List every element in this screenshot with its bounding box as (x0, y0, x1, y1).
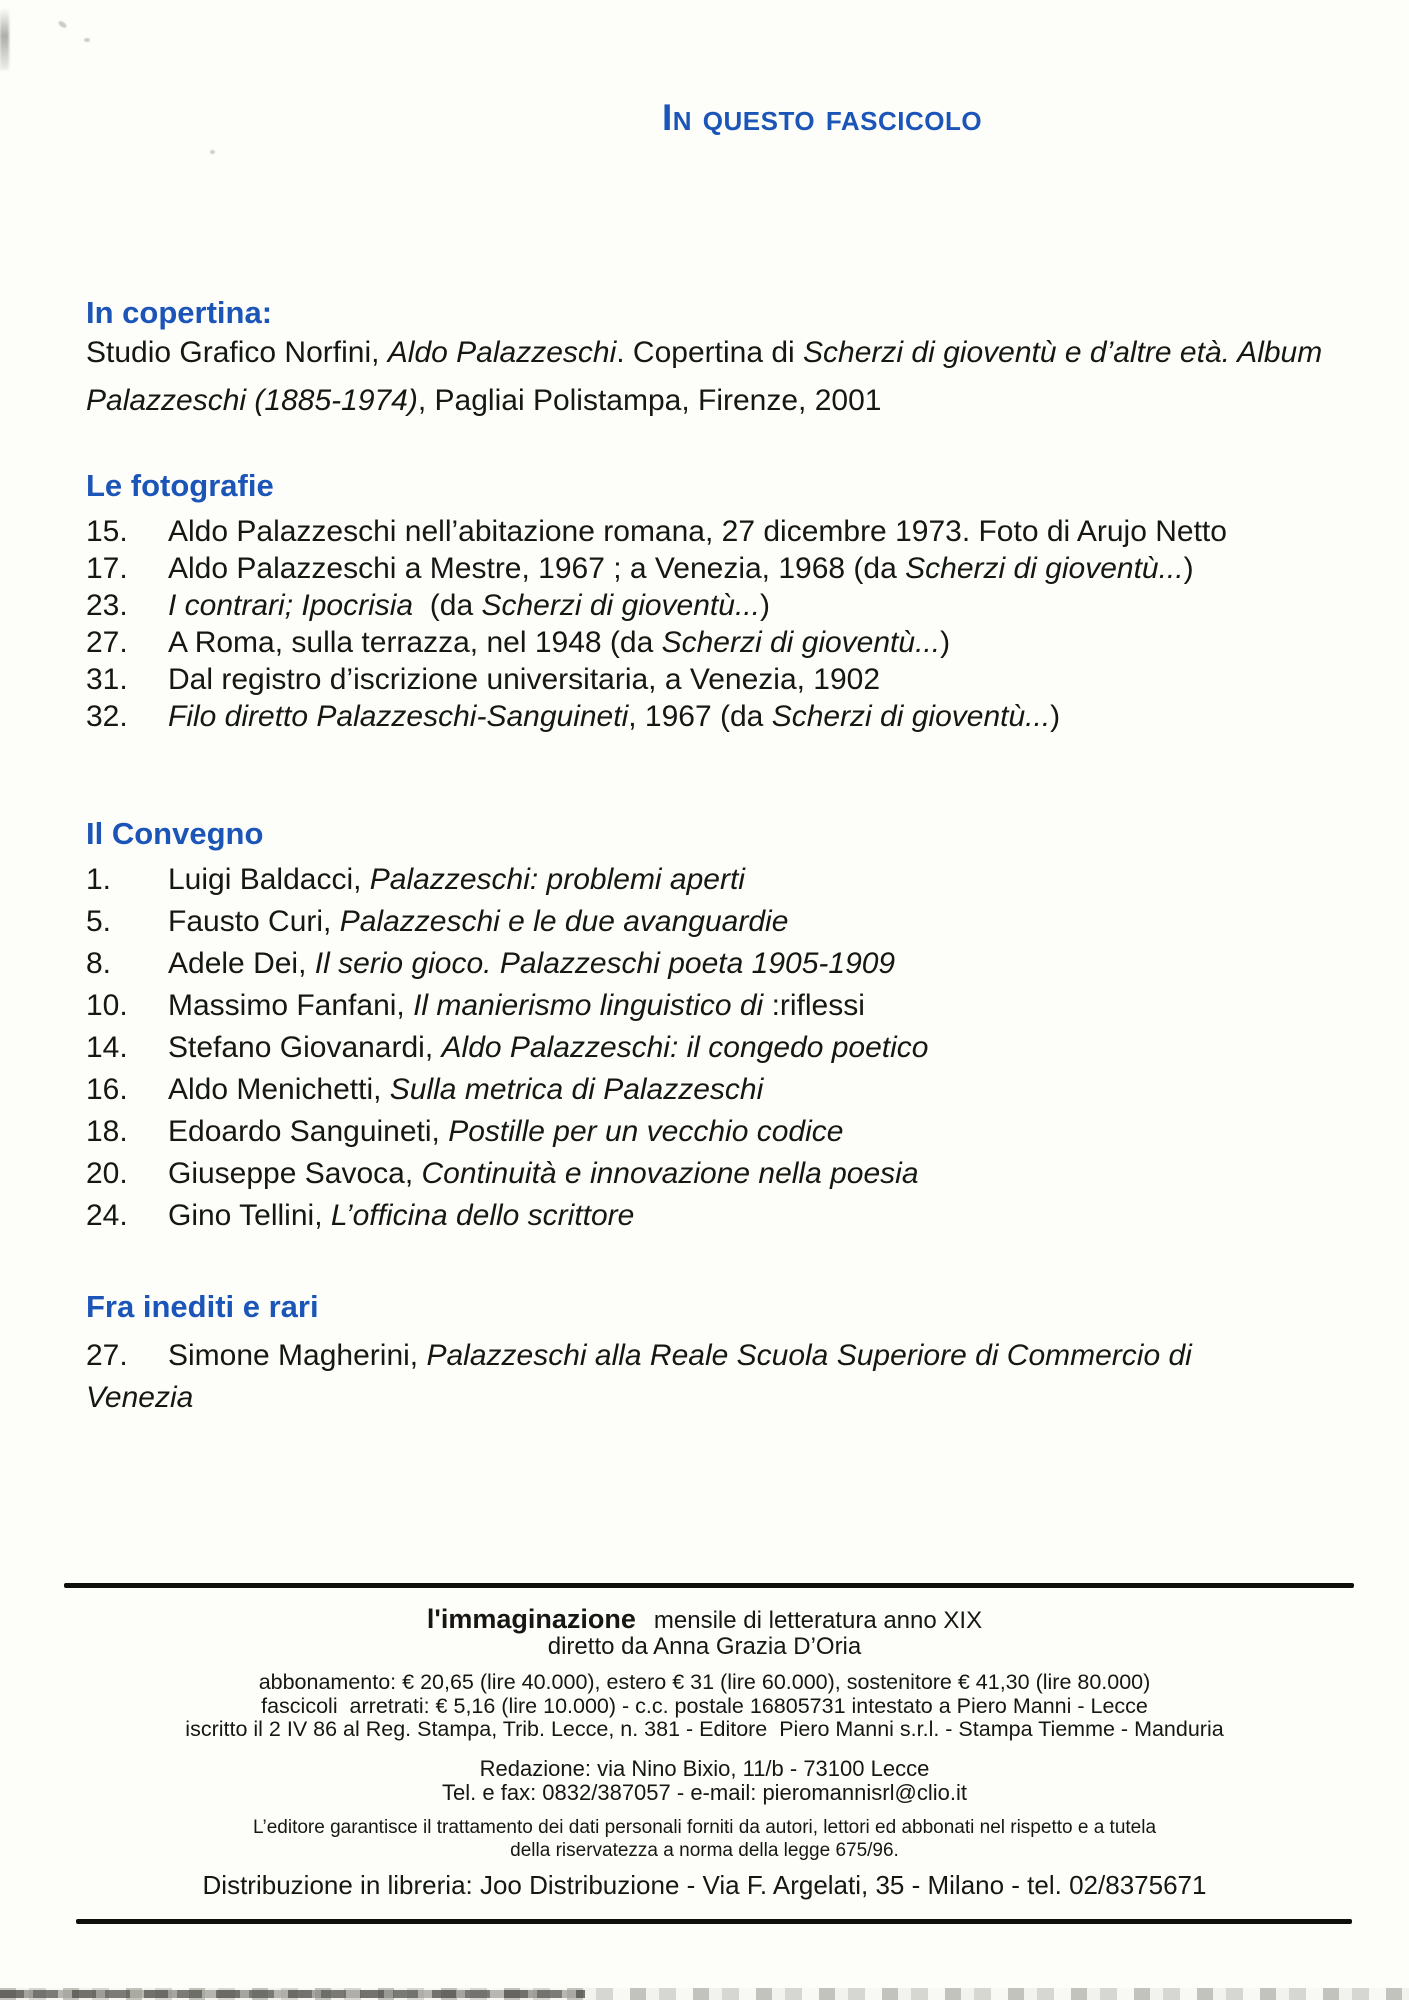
toc-row-number: 18. (86, 1115, 128, 1148)
toc-row-number: 24. (86, 1199, 128, 1232)
conference-list (86, 859, 1386, 1237)
toc-row-text: A Roma, sulla terrazza, nel 1948 (da Scherzi di gioventù...) (168, 626, 951, 659)
subscription-line: fascicoli arretrati: € 5,16 (lire 10.000) - c.c. postale 16805731 intestato a Piero Manni - Lecce (261, 1693, 1148, 1718)
toc-row (86, 1153, 1386, 1195)
editorial-office-line: Redazione: via Nino Bixio, 11/b - 73100 Lecce (479, 1756, 930, 1781)
scan-speck (57, 20, 67, 29)
toc-row-number: 10. (86, 989, 128, 1022)
toc-row-number: 31. (86, 663, 128, 696)
toc-row-text: Adele Dei, Il serio gioco. Palazzeschi poeta 1905-1909 (168, 947, 896, 980)
toc-row (86, 901, 1386, 943)
magazine-name: l'immaginazione (426, 1604, 636, 1634)
section-heading-conference: Il Convegno (86, 816, 264, 851)
editorial-office-block (0, 1757, 1409, 1804)
toc-row (86, 943, 1386, 985)
privacy-line: della riservatezza a norma della legge 675/96. (510, 1839, 899, 1861)
toc-row (86, 1027, 1386, 1069)
section-heading-cover: In copertina: (86, 295, 273, 330)
toc-row (86, 1195, 1386, 1237)
section-heading-photos: Le fotografie (86, 468, 274, 503)
toc-row (86, 513, 1386, 550)
toc-row-number: 27. (86, 626, 128, 659)
toc-row-number: 23. (86, 589, 128, 622)
toc-row-number: 15. (86, 515, 128, 548)
toc-row-text: Fausto Curi, Palazzeschi e le due avanguardie (168, 905, 789, 938)
toc-row-text: Giuseppe Savoca, Continuità e innovazione nella poesia (168, 1157, 919, 1190)
scan-speck (210, 150, 215, 154)
privacy-line: L’editore garantisce il trattamento dei dati personali forniti da autori, lettori ed abbonati nel rispetto e a tutela (252, 1817, 1157, 1838)
footer-rule-bottom (76, 1919, 1352, 1924)
magazine-masthead-line (0, 1604, 1409, 1635)
toc-row-number: 14. (86, 1031, 128, 1064)
cover-credit-text: Studio Grafico Norfini, Aldo Palazzeschi. Copertina di Scherzi di gioventù e d’altre età. Album Palazzeschi (1885-1974), Pagliai Polistampa, Firenze, 2001 (86, 336, 1323, 417)
privacy-notice (0, 1817, 1409, 1862)
toc-row-number: 1. (86, 863, 112, 896)
subscription-line: abbonamento: € 20,65 (lire 40.000), estero € 31 (lire 60.000), sostenitore € 41,30 (lire 80.000) (258, 1670, 1151, 1694)
toc-row-number: 8. (86, 947, 112, 980)
magazine-director-line: diretto da Anna Grazia D’Oria (547, 1633, 862, 1660)
scan-speck (84, 38, 90, 42)
distribution-line: Distribuzione in libreria: Joo Distribuzione - Via F. Argelati, 35 - Milano - tel. 02/8375671 (202, 1870, 1207, 1900)
toc-row-text: Simone Magherini, Palazzeschi alla Reale Scuola Superiore di Commercio di Venezia (86, 1339, 1192, 1414)
toc-row (86, 661, 1386, 698)
page-title: In questo fascicolo (661, 97, 983, 138)
scan-smudge (0, 8, 9, 70)
toc-row-number: 20. (86, 1157, 128, 1190)
section-heading-unpublished: Fra inediti e rari (86, 1289, 319, 1324)
toc-row-text: Filo diretto Palazzeschi-Sanguineti, 1967 (da Scherzi di gioventù...) (168, 700, 1061, 733)
toc-row (86, 1069, 1386, 1111)
toc-row (86, 985, 1386, 1027)
footer-rule-top (64, 1583, 1354, 1588)
scan-edge-band-dark (0, 1990, 585, 1998)
contact-line: Tel. e fax: 0832/387057 - e-mail: pieromannisrl@clio.it (442, 1779, 967, 1805)
toc-row (86, 550, 1386, 587)
toc-row-text: Stefano Giovanardi, Aldo Palazzeschi: il congedo poetico (168, 1031, 929, 1064)
toc-row (86, 698, 1386, 735)
toc-row-number: 17. (86, 552, 128, 585)
photo-list (86, 513, 1386, 735)
toc-row-text: Luigi Baldacci, Palazzeschi: problemi aperti (168, 863, 745, 896)
toc-row-text: Massimo Fanfani, Il manierismo linguistico di :riflessi (168, 989, 865, 1022)
toc-row-number: 16. (86, 1073, 128, 1106)
toc-row-number: 5. (86, 905, 112, 938)
toc-row-text: Aldo Palazzeschi a Mestre, 1967 ; a Venezia, 1968 (da Scherzi di gioventù...) (168, 552, 1194, 585)
toc-row (86, 1111, 1386, 1153)
subscription-info (0, 1671, 1409, 1742)
toc-row (86, 859, 1386, 901)
unpublished-item (86, 1335, 1286, 1419)
toc-row-text: I contrari; Ipocrisia (da Scherzi di gioventù...) (168, 589, 770, 622)
toc-row-text: Dal registro d’iscrizione universitaria, a Venezia, 1902 (168, 663, 881, 696)
toc-row-text: Edoardo Sanguineti, Postille per un vecchio codice (168, 1115, 844, 1148)
toc-row-text: Gino Tellini, L’officina dello scrittore (168, 1199, 635, 1232)
subscription-line: iscritto il 2 IV 86 al Reg. Stampa, Trib. Lecce, n. 381 - Editore Piero Manni s.r.l. - Stampa Tiemme - Manduria (185, 1717, 1224, 1741)
toc-row-text: Aldo Palazzeschi nell’abitazione romana, 27 dicembre 1973. Foto di Arujo Netto (168, 515, 1227, 548)
toc-row (86, 587, 1386, 624)
toc-row-text: Aldo Menichetti, Sulla metrica di Palazzeschi (168, 1073, 764, 1106)
toc-row (86, 624, 1386, 661)
magazine-subtitle: mensile di letteratura anno XIX (653, 1607, 983, 1634)
toc-row-number: 32. (86, 700, 128, 733)
toc-row-number: 27. (86, 1339, 128, 1372)
